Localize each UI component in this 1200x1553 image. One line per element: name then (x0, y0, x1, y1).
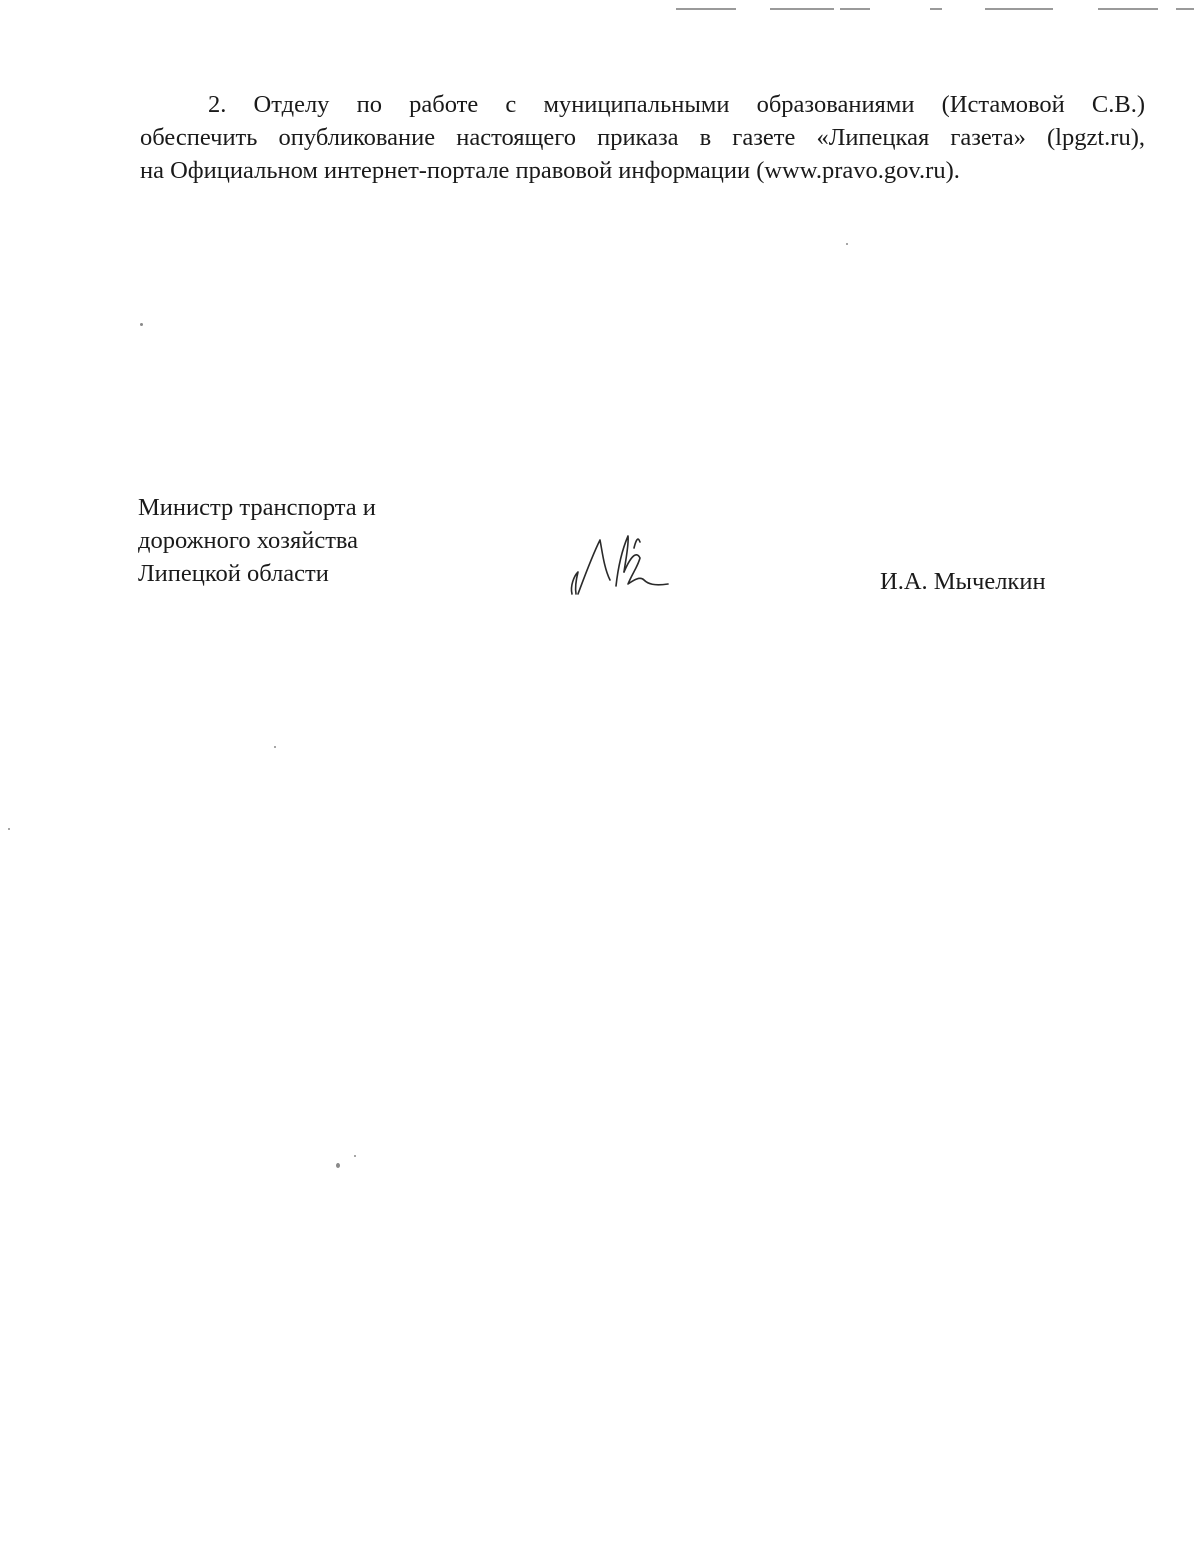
signature-stroke (578, 540, 610, 594)
signer-name: И.А. Мычелкин (880, 568, 1046, 595)
scan-edge-mark (770, 8, 834, 10)
paragraph-line: обеспечить опубликование настоящего приказа в газете «Липецкая газета» (lpgzt.ru), (140, 124, 1145, 151)
paragraph-line: 2. Отделу по работе с муниципальными образованиями (Истамовой С.В.) (208, 91, 1145, 118)
scan-speck (274, 746, 276, 748)
scan-speck (140, 323, 143, 326)
signer-position-line: дорожного хозяйства (138, 527, 359, 554)
signer-position-line: Липецкой области (138, 560, 329, 587)
scan-edge-mark (840, 8, 870, 10)
scan-edge-mark (985, 8, 1053, 10)
paragraph-line: на Официальном интернет-портале правовой информации (www.pravo.gov.ru). (140, 157, 960, 184)
scan-speck (846, 243, 848, 245)
handwritten-signature (566, 528, 676, 600)
scan-edge-mark (676, 8, 736, 10)
signature-stroke (616, 536, 628, 586)
paragraph-item-2 (140, 88, 1145, 187)
signature-stroke (571, 572, 578, 594)
signer-position (138, 491, 376, 590)
scan-edge-mark (930, 8, 942, 10)
scan-speck (8, 828, 10, 830)
signature-stroke (634, 539, 640, 548)
scan-speck (336, 1163, 340, 1168)
scan-edge-mark (1098, 8, 1158, 10)
scan-edge-mark (1176, 8, 1194, 10)
signature-stroke (624, 555, 668, 585)
scan-speck (354, 1155, 356, 1157)
signer-position-line: Министр транспорта и (138, 494, 376, 521)
